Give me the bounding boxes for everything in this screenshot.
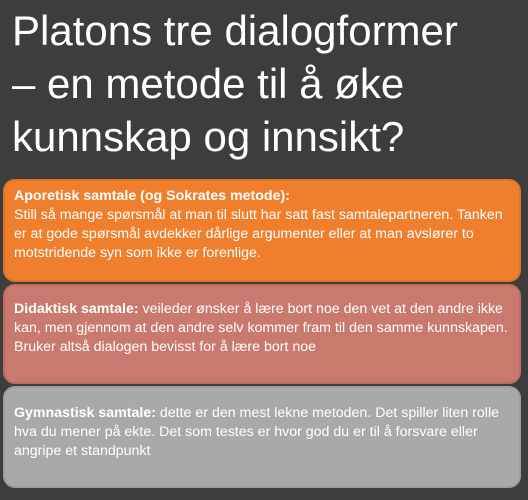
didactic-heading: Didaktisk samtale: bbox=[14, 301, 139, 317]
didactic-dialogue-box bbox=[3, 284, 521, 384]
gymnastic-dialogue-box bbox=[3, 386, 521, 488]
aporetic-heading: Aporetisk samtale (og Sokrates metode): bbox=[14, 188, 290, 204]
aporetic-dialogue-box bbox=[3, 179, 521, 282]
gymnastic-body: dette er den mest lekne metoden. Det spiller liten rolle hva du mener på ekte. Det som testes er hvor god du er til å forsvare eller angripe et standpunkt bbox=[14, 405, 499, 459]
aporetic-body: Still så mange spørsmål at man til slutt har satt fast samtalepartneren. Tanken er at gode spørsmål avdekker dårlige argumenter eller at man avslører to motstridende syn som ikke er forenlige. bbox=[14, 207, 503, 261]
gymnastic-heading: Gymnastisk samtale: bbox=[14, 405, 156, 421]
slide-title: Platons tre dialogformer – en metode til å øke kunnskap og innsikt? bbox=[12, 7, 458, 160]
didactic-body: veileder ønsker å lære bort noe den vet at den andre ikke kan, men gjennom at den andre selv kommer fram til den samme kunnskapen. Bruker altså dialogen bevisst for å lære bort noe bbox=[14, 301, 508, 355]
